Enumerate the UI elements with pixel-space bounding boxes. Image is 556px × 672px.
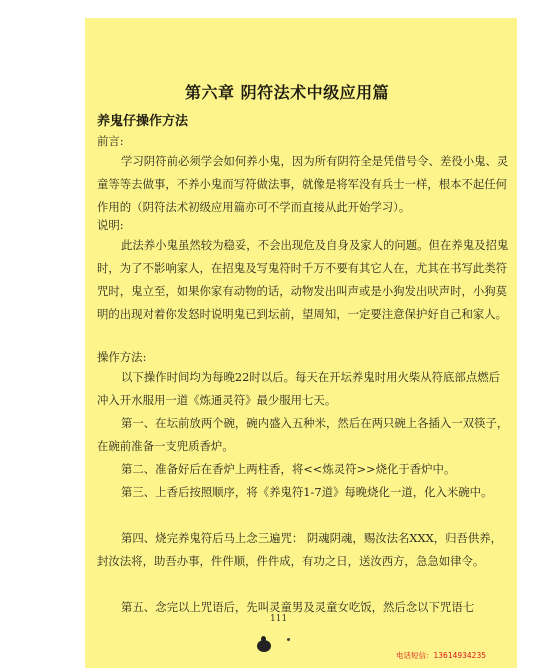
note-label: 说明:: [97, 218, 124, 232]
chapter-title: 第六章 阴符法术中级应用篇: [185, 83, 390, 102]
step-paragraph: 第一、在坛前放两个碗，碗内盛入五种米，然后在两只碗上各插入一双筷子，在碗前准备一支兜质香炉。: [97, 416, 509, 453]
method-label: 操作方法:: [97, 350, 147, 364]
step-paragraph: 第四、烧完养鬼符后马上念三遍咒： 阴魂阴魂，赐汝法名XXX，归吾供养，封汝法将，助吾办事，件件顺，件件成，有功之日，送汝西方，急急如律令。: [97, 531, 503, 568]
ink-dot-mark: [287, 638, 290, 641]
step-paragraph: 第三、上香后按照顺序，将《养鬼符1-7道》每晚烧化一道，化入米碗中。: [121, 485, 493, 499]
step-paragraph: 第二、准备好后在香炉上两柱香，将<<炼灵符>>烧化于香炉中。: [121, 462, 456, 476]
step-paragraph: 第五、念完以上咒语后，先叫灵童男及灵童女吃饭，然后念以下咒语七: [121, 600, 475, 614]
section-title: 养鬼仔操作方法: [97, 114, 189, 129]
method-intro-paragraph: 以下操作时间均为每晚22时以后。每天在开坛养鬼时用火柴从符底部点燃后冲入开水服用一道《炼通灵符》最少服用七天。: [97, 370, 500, 407]
page-number: 111: [270, 614, 288, 624]
document-page: [85, 18, 517, 668]
ink-blot-mark: [257, 640, 271, 652]
note-paragraph: 此法养小鬼虽然较为稳妥，不会出现危及自身及家人的问题。但在养鬼及招鬼时，为了不影响家人，在招鬼及写鬼符时千万不要有其它人在，尤其在书写此类符咒时，鬼立至，如果你家有动物的话，动物发出叫声或是小狗发出吠声时，小狗莫明的出现对着你发怒时说明鬼已到坛前，望周知，一定要注意保护好自己和家人。: [97, 238, 509, 321]
preface-paragraph: 学习阴符前必须学会如何养小鬼，因为所有阴符全是凭借号令、差役小鬼、灵童等等去做事，不养小鬼而写符做法事，就像是将军没有兵士一样，根本不起任何作用的（阴符法术初级应用篇亦可不学而直接从此开始学习）。: [97, 154, 509, 214]
preface-label: 前言:: [97, 134, 124, 148]
footer-contact: 电话短信：13614934235: [396, 651, 486, 660]
